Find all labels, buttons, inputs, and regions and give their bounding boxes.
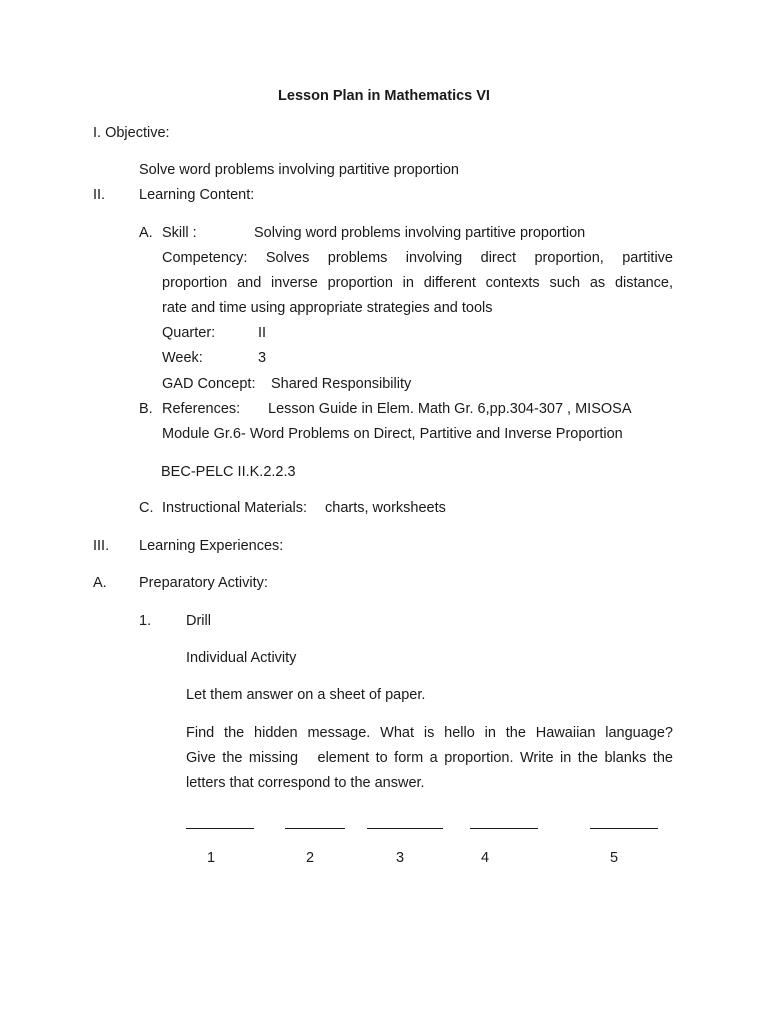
references-label: References: [162,401,241,417]
section-number-iii: III. [93,538,110,554]
page-title: Lesson Plan in Mathematics VI [278,88,490,104]
blank-number-5: 5 [610,850,619,866]
blank-number-3: 3 [396,850,405,866]
competency-line-3: rate and time using appropriate strategies and tools [162,300,493,316]
item-letter-a: A. [139,225,153,241]
quarter-label: Quarter: [162,325,216,341]
answer-blank-2[interactable] [285,828,345,829]
task-line-1: Find the hidden message. What is hello in the Hawaiian language? [186,725,673,741]
answer-blank-1[interactable] [186,828,254,829]
week-label: Week: [162,350,203,366]
objective-text: Solve word problems involving partitive proportion [139,162,459,178]
bec-pelc-code: BEC-PELC II.K.2.2.3 [161,464,296,480]
answer-blank-3[interactable] [367,828,443,829]
competency-line-2: proportion and inverse proportion in different contexts such as distance, [162,275,673,291]
learning-content-heading: Learning Content: [139,187,255,203]
item-letter-b: B. [139,401,153,417]
references-line-1: Lesson Guide in Elem. Math Gr. 6,pp.304-307 , MISOSA [268,401,632,417]
skill-label: Skill : [162,225,197,241]
learning-experiences-heading: Learning Experiences: [139,538,284,554]
skill-text: Solving word problems involving partitive proportion [254,225,586,241]
blank-number-2: 2 [306,850,315,866]
answer-blank-5[interactable] [590,828,658,829]
drill-number: 1. [139,613,152,629]
instruction-text: Let them answer on a sheet of paper. [186,687,426,703]
task-line-3: letters that correspond to the answer. [186,775,425,791]
materials-value: charts, worksheets [325,500,446,516]
individual-activity-text: Individual Activity [186,650,297,666]
blank-number-4: 4 [481,850,490,866]
objective-heading: I. Objective: [93,125,170,141]
gad-value: Shared Responsibility [271,376,412,392]
task-line-2: Give the missing element to form a proportion. Write in the blanks the [186,750,673,766]
drill-heading: Drill [186,613,211,629]
competency-line-1: Competency: Solves problems involving direct proportion, partitive [162,250,673,266]
references-line-2: Module Gr.6- Word Problems on Direct, Partitive and Inverse Proportion [162,426,623,442]
week-value: 3 [258,350,267,366]
blank-number-1: 1 [207,850,216,866]
quarter-value: II [258,325,267,341]
item-letter-c: C. [139,500,154,516]
gad-label: GAD Concept: [162,376,256,392]
section-number-ii: II. [93,187,106,203]
preparatory-activity-heading: Preparatory Activity: [139,575,268,591]
materials-label: Instructional Materials: [162,500,308,516]
answer-blank-4[interactable] [470,828,538,829]
subsection-letter-a: A. [93,575,107,591]
